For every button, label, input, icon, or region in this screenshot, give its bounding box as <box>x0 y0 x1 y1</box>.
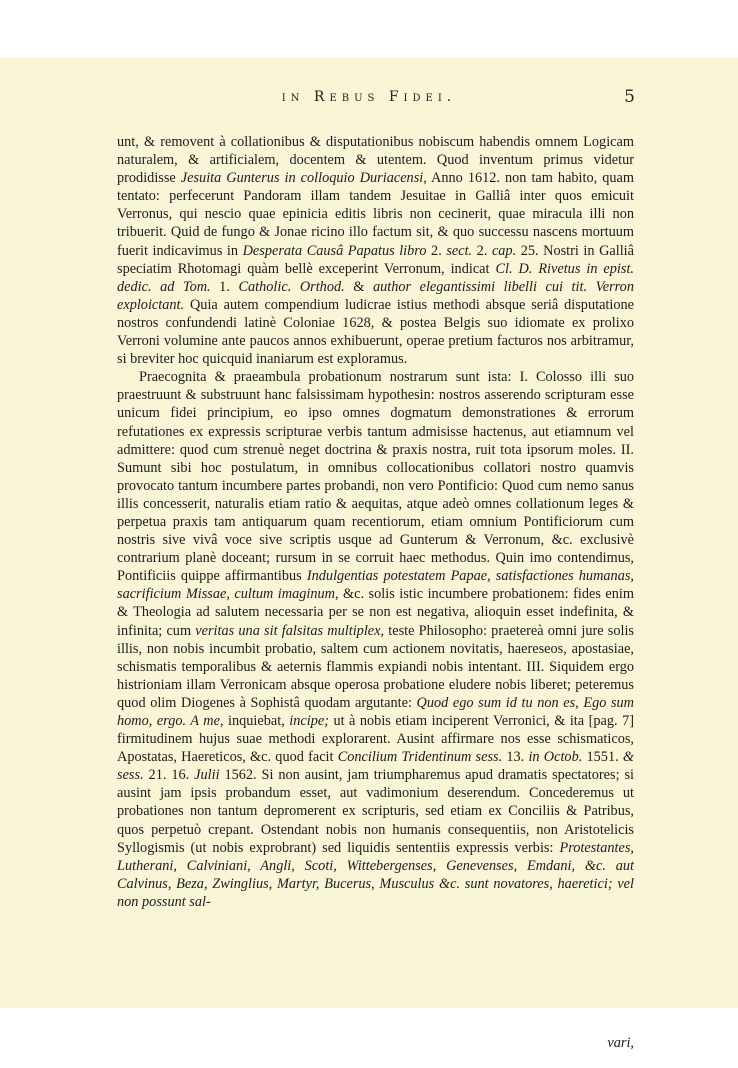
text-run: 1562. Si non ausint, jam triumpharemus apud dramatis spectatores; si ausint jam ipsis probandum esset, aut vadimonium deserendum. Concederemus ut probationes non tantum depromerent ex scripturis, sed etiam ex Conciliis & Patribus, quos perpetuò crepant. Ostendant nobis non humanis consequentiis, non Aristotelicis Syllogismis (ut nobis exprobrant) sed liquidis sententiis expressis verbis: <box>117 767 634 856</box>
italic-text: Desperata Causâ Papatus libro <box>242 242 427 259</box>
text-run: Praecognita & praeambula probationum nostrarum sunt ista: I. Colosso illi suo praestruunt & substruunt hanc falsissimam hypothesin: nostros asserendo scripturam esse unicum fidei principium, eo ipso omnes dogmatum demonstrationes & errorum refutationes ex expressis scripturae verbis tantum admisisse hactenus, aut etiamnum vel admittere: quod cum strenuè neget doctrina & praxis nostra, ruit tota ipsorum moles. II. Sumunt sibi hoc postulatum, in omnibus collocationibus collatori nostro quamvis provocato tantum incumbere partes probandi, non vero Pontificio: Quod cum nemo sanus illis concesserit, naturalis etiam ratio & aequitas, atque adeò omnes collationum leges & perpetua praxis tam antiquarum quam recentiorum, etiam omnium Pontificiorum cum nostris sive vivâ voce sive scriptis usque ad Gunterum & Verronum, &c. exclusivè contrarium planè doceant; rursum in se corruit haec methodus. Quin imo contendimus, Pontificiis quippe affirmantibus <box>117 369 634 585</box>
text-run: 2. <box>426 242 447 259</box>
text-run: , &c. solis istic incumbere probationem: fides enim & Theologia ad salutem necessaria per se non est negativa, alioquin esset indefinita, & infinita; cum <box>117 586 634 639</box>
italic-text: in Octob. <box>528 749 583 766</box>
italic-text: & sess. <box>117 749 634 784</box>
italic-text: author elegantissimi libelli cui tit. Verron exploictant. <box>117 278 634 313</box>
text-run: , inquiebat, <box>219 713 290 729</box>
italic-text: Protestantes, Lutherani, Calviniani, Angli, Scoti, Wittebergenses, Genevenses, Emdani, &c. aut Calvinus, Beza, Zwinglius, Martyr, Bucerus, Musculus &c. sunt novatores, haeretici; vel non possunt sal- <box>117 839 634 910</box>
text-run: unt, & removent à collationibus & disputationibus nobiscum habendis omnem Logicam naturalem, & artificialem, docentem & utentem. Quod inventum primus videtur prodidisse <box>117 134 634 187</box>
italic-text: veritas una sit falsitas multiplex <box>195 622 381 639</box>
page-number: 5 <box>624 87 635 107</box>
italic-text: Quod ego sum id tu non es, Ego sum homo, ergo. A me <box>117 694 635 729</box>
italic-text: Jesuita Gunterus in colloquio Duriacensi <box>180 170 424 187</box>
text-run: , Anno 1612. non tam habito, quam tentato: perfecerunt Pandoram illam tandem Jesuitae in Galliâ inter quos emicuit Verronus, qui nescio quae epinicia editis libris non cecinerit, quae miracula illi non tribuerit. Quid de fungo & Jonae ricino illo factum sit, & quo successu nascens mortuum fuerit indicavimus in <box>117 170 635 259</box>
catchword: vari, <box>607 1035 634 1051</box>
italic-text: Concilium Tridentinum sess. <box>337 749 503 766</box>
text-run: Quia autem compendium ludicrae istius methodi absque seriâ disputatione nostros confundendi latinè Coloniae 1628, & postea Belgis suo idiomate ex prolixo Verroni volumine ante paucos annos exhibuerunt, operae pretium facturos nos arbitramur, si breviter hoc quicquid inaniarum est exploramus. <box>117 296 634 368</box>
paragraph <box>117 368 634 911</box>
body-text <box>117 133 634 911</box>
paragraph <box>117 133 634 368</box>
text-run: 1. <box>210 278 239 295</box>
italic-text: Julii <box>194 767 220 784</box>
running-title: in Rebus Fidei. <box>281 89 457 105</box>
text-run: 2. <box>472 242 492 259</box>
text-run: & <box>344 278 373 295</box>
italic-text: sect. <box>446 242 473 259</box>
book-page <box>0 58 738 1051</box>
text-run: 25. Nostri in Galliâ speciatim Rhotomagi quàm bellè exceperint Verronum, indicat <box>117 242 634 277</box>
italic-text: incipe; <box>289 713 329 729</box>
italic-text: Indulgentias potestatem Papae, satisfactiones humanas, sacrificium Missae, cultum imaginum <box>117 568 634 603</box>
text-run: 1551. <box>582 749 623 766</box>
italic-text: Catholic. Orthod. <box>238 278 345 295</box>
text-run: 13. <box>502 749 529 766</box>
text-run: 21. 16. <box>143 767 195 784</box>
text-run: , teste Philosopho: praetereà omni jure solis illis, non nobis incumbit probatio, saltem cum actionem novitatis, haereseos, apostasiae, schismatis temporalibus & aeternis flammis expiandi nobis intentant. III. Siquidem ergo histrioniam illam Verronicam absque operosa probatione eludere nobis liberet; peteremus quod olim Diogenes à Sophistâ quodam argutante: <box>117 622 634 711</box>
italic-text: Cl. D. Rivetus in epist. dedic. ad Tom. <box>117 260 634 295</box>
text-run: ut à nobis etiam inciperent Verronici, & ita [pag. 7] firmitudinem hujus suae methodi explorarent. Ausint affirmare nos esse schismaticos, Apostatas, Haereticos, &c. quod facit <box>117 713 634 766</box>
italic-text: cap. <box>491 242 517 259</box>
